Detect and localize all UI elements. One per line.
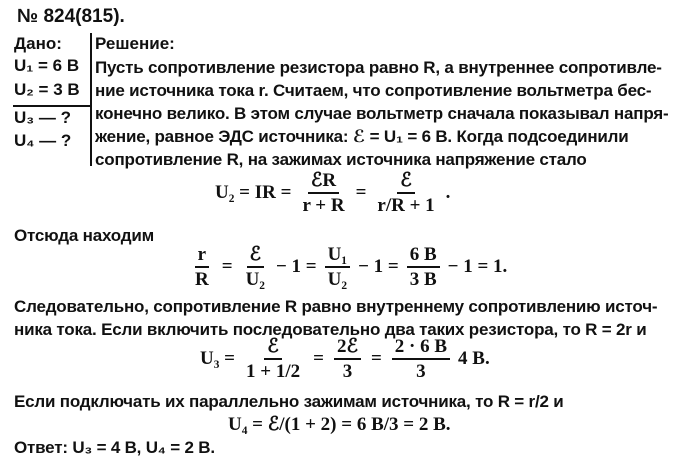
eq3-fraction-3 [392, 336, 450, 382]
given-u1: U₁ = 6 В [14, 56, 80, 75]
eq1-f1-den: r + R [302, 195, 345, 216]
eq1-f2-den: r/R + 1 [377, 195, 435, 216]
consequence-line-2: ника тока. Если включить последовательно два таких резистора, то R = 2r и [14, 320, 647, 339]
eq3-f1-den: 1 + 1/2 [246, 361, 301, 382]
eq3-f2-num: 2ℰ [334, 336, 361, 360]
eq2-fraction-6-over-3 [407, 244, 440, 290]
given-divider-horizontal [13, 105, 91, 107]
eq3-lhs: U₃ = [200, 348, 235, 369]
eq2-minus-1: − 1 = [275, 256, 317, 277]
from-here-text: Отсюда находим [14, 226, 154, 245]
unknown-u4: U₄ — ? [14, 131, 72, 150]
given-u2: U₂ = 3 В [14, 80, 80, 99]
solution-line-1: Пусть сопротивление резистора равно R, а внутреннее сопротивле- [95, 58, 662, 77]
equation-u4: U₄ = ℰ/(1 + 2) = 6 В/3 = 2 В. [228, 414, 451, 435]
eq3-f2-den: 3 [342, 361, 353, 382]
eq2-result: − 1 = 1. [447, 256, 508, 277]
answer-line: Ответ: U₃ = 4 В, U₄ = 2 В. [14, 438, 215, 457]
eq3-result: 4 В. [458, 348, 490, 369]
eq2-fraction-u1-over-u2 [325, 244, 350, 290]
eq2-minus-2: − 1 = [358, 256, 399, 277]
eq2-f1-num: r [195, 244, 209, 268]
solution-label: Решение: [95, 34, 175, 53]
eq2-fraction-r-over-R [192, 244, 212, 290]
eq2-f2-den: U₂ [245, 269, 265, 290]
given-label: Дано: [14, 34, 62, 53]
consequence-line-1: Следовательно, сопротивление R равно внутреннему сопротивлению источ- [14, 297, 658, 316]
eq1-f1-num: ℰR [308, 170, 339, 194]
unknown-u3: U₃ — ? [14, 108, 71, 127]
eq2-f1-den: R [195, 269, 209, 290]
eq2-f3-num: U₁ [325, 244, 350, 268]
problem-number: № 824(815). [17, 6, 125, 27]
eq1-end: . [445, 182, 451, 203]
eq3-f3-den: 3 [416, 361, 426, 382]
equation-u2 [215, 170, 450, 216]
solution-line-5: сопротивление R, на зажимах источника напряжение стало [95, 150, 587, 169]
equation-ratio [190, 244, 507, 290]
eq1-fraction-1 [299, 170, 347, 216]
eq3-eq-b: = [370, 348, 382, 369]
eq3-f1-num: ℰ [264, 336, 282, 360]
eq1-f2-num: ℰ [397, 170, 415, 194]
eq1-equals: = [355, 182, 367, 203]
equation-u3 [200, 336, 490, 382]
eq2-fraction-emf-over-u2 [243, 244, 268, 290]
solution-line-3: конечно велико. В этом случае вольтметр сначала показывал напря- [95, 104, 669, 123]
eq2-f4-num: 6 В [407, 244, 440, 268]
eq2-f4-den: 3 В [409, 269, 437, 290]
given-divider-vertical [90, 33, 92, 166]
eq2-eq-a: = [221, 256, 233, 277]
eq1-lhs: U₂ = IR = [215, 182, 292, 203]
solution-line-4: жение, равное ЭДС источника: ℰ = U₁ = 6 В. Когда подсоединили [95, 127, 629, 146]
eq1-fraction-2 [374, 170, 437, 216]
parallel-line: Если подключать их параллельно зажимам источника, то R = r/2 и [14, 392, 564, 411]
eq3-f3-num: 2 · 6 В [392, 336, 450, 360]
eq2-f3-den: U₂ [327, 269, 348, 290]
eq3-eq-a: = [313, 348, 324, 369]
eq3-fraction-2 [334, 336, 361, 382]
eq2-f2-num: ℰ [247, 244, 265, 268]
solution-line-2: ние источника тока r. Считаем, что сопротивление вольтметра бес- [95, 81, 652, 100]
eq3-fraction-1 [243, 336, 303, 382]
